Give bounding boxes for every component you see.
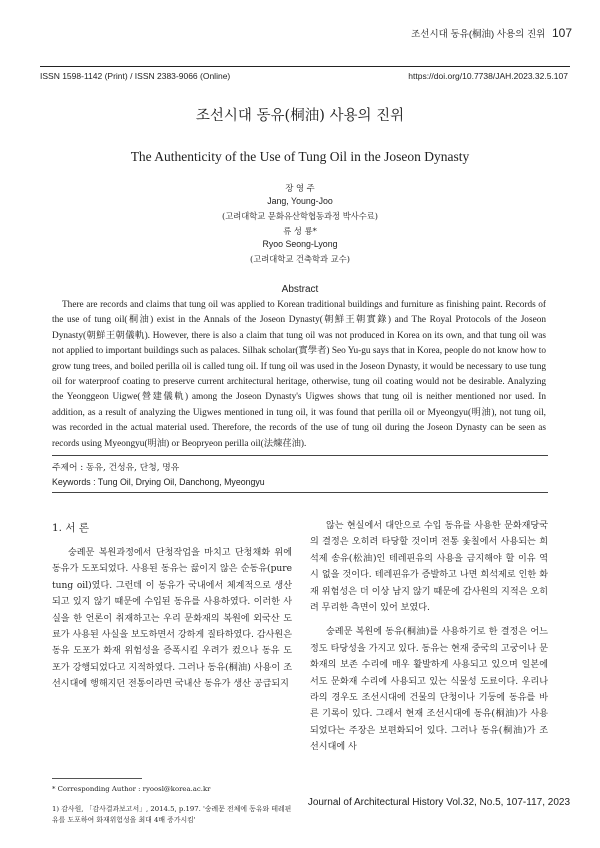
abstract-heading: Abstract xyxy=(281,284,319,295)
section-heading: 1. 서 론 xyxy=(52,522,89,534)
paragraph: 숭례문 복원과정에서 단청작업을 마치고 단청채화 위에 동유가 도포되었다. 사용된 동유는 끓이지 않은 순동유(pure tung oil)였다. 그런데 이 동유가 국내에서 체계적으로 생산되고 있지 않기 때문에 수입된 동유를 사용하였다. 이러한 사실을 한 언론이 취재하고는 우리 문화재의 복원에 외국산 도료가 사용된 사실을 보도하면서 강하게 질타하였다. 감사원은 동유 도포가 화재 위험성을 증폭시킬 우려가 컸으나 동유 도포가 강행되었다고 지적하였다. 그러나 동유(桐油) 사용이 조선시대에 행해지던 전통이라면 국내산 동유가 생산 공급되지 xyxy=(52,548,292,690)
doi-link[interactable]: https://doi.org/10.7738/JAH.2023.32.5.107 xyxy=(408,71,568,81)
keywords-korean: 주제어 : 동유, 건성유, 단청, 명유 xyxy=(52,463,180,473)
page-number: 107 xyxy=(551,26,572,40)
author1-english: Jang, Young-Joo xyxy=(267,196,333,206)
right-column xyxy=(310,518,548,756)
author2-affiliation: (고려대학교 건축학과 교수) xyxy=(250,254,350,264)
footnote-1: 1) 감사원, 「감사결과보고서」, 2014.5, p.197. '숭례문 전체에 동유와 테레핀유를 도포하여 화재위험성을 최대 4배 증가시킴' xyxy=(52,805,292,824)
author2-korean: 류 성 룡* xyxy=(283,226,317,236)
running-header xyxy=(411,26,572,40)
title-english: The Authenticity of the Use of Tung Oil in the Joseon Dynasty xyxy=(130,149,470,164)
journal-footer: Journal of Architectural History Vol.32, No.5, 107-117, 2023 xyxy=(307,797,570,808)
issn: ISSN 1598-1142 (Print) / ISSN 2383-9066 (Online) xyxy=(40,71,231,81)
header-rule xyxy=(40,66,570,67)
footnote-rule xyxy=(52,778,142,779)
paragraph: 숭례문 복원에 동유(桐油)를 사용하기로 한 결정은 어느 정도 타당성을 가지고 있다. 동유는 현재 중국의 고궁이나 문화재의 보존 수리에 매우 활발하게 사용되고 있으며 일본에서도 문화재 수리에 사용되고 있는 식물성 도료이다. 우리나라의 경우도 조선시대에 건물의 단청이나 기둥에 동유를 바른 기록이 있다. 그래서 현재 조선시대에 동유(桐油)가 사용되었다는 주장은 보편화되어 있다. 그러나 동유(桐油)가 조선시대에 사 xyxy=(310,627,548,753)
left-column xyxy=(52,545,292,693)
paragraph: 않는 현실에서 대안으로 수입 동유를 사용한 문화재당국의 결정은 오히려 타당할 것이며 전통 옻칠에서 사용되는 희석제 송유(松油)인 테레핀유의 사용을 금지해야 할 이유 역시 없을 것이다. 테레핀유가 증발하고 나면 희석제로 인한 화재 위험성은 더 이상 남지 않기 때문에 감사원의 지적은 오히려 무리한 측면이 있어 보였다. xyxy=(310,521,548,614)
corresponding-author-note: * Corresponding Author : ryoosl@korea.ac.kr xyxy=(52,785,211,793)
author2-english: Ryoo Seong-Lyong xyxy=(262,239,338,249)
abstract-body: There are records and claims that tung oil was applied to Korean traditional buildings and furniture as finishing paint. Records of the use of tung oil(桐油) exist in the Annals of the Joseon Dynasty(朝鮮王朝實錄) and The Royal Protocols of the Joseon Dynasty(朝鮮王朝儀軌). However, there is also a claim that tung oil was not produced in Korea on its own, and that tung oil was not applied to important buildings such as palaces. Silhak scholar(實學者) Seo Yu-gu says that in Korea, people do not know how to grow tung trees, and boiled perilla oil is called tung oil. If tung oil was used in the Joseon Dynasty, it would be necessary to use tung oil for waterproof coating to preserve current architectural heritage, otherwise, tung oil coating would not be desirable. Analyzing the Yeonggeon Uigwe(營建儀軌) among the Joseon Dynasty's Uigwes shows that tung oil is neither mentioned nor used. In addition, as a result of analyzing the Uigwes mentioned in tung oil, it was found that perilla oil or Myeongyu(明油), not tung oil, was recorded in the actual material used. Therefore, the records of the use of tung oil during the Joseon Dynasty can be seen as records using Myeongyu(明油) or Beopryeon perilla oil(法煉荏油). xyxy=(52,300,546,449)
keywords-rule-bottom xyxy=(52,492,548,493)
author1-affiliation: (고려대학교 문화유산학협동과정 박사수료) xyxy=(221,211,379,221)
keywords-rule-top xyxy=(52,455,548,456)
keywords-english: Keywords : Tung Oil, Drying Oil, Danchong, Myeongyu xyxy=(52,477,265,487)
author1-korean: 장 영 주 xyxy=(285,183,315,193)
title-korean: 조선시대 동유(桐油) 사용의 진위 xyxy=(195,108,405,124)
running-title: 조선시대 동유(桐油) 사용의 진위 xyxy=(411,29,546,40)
